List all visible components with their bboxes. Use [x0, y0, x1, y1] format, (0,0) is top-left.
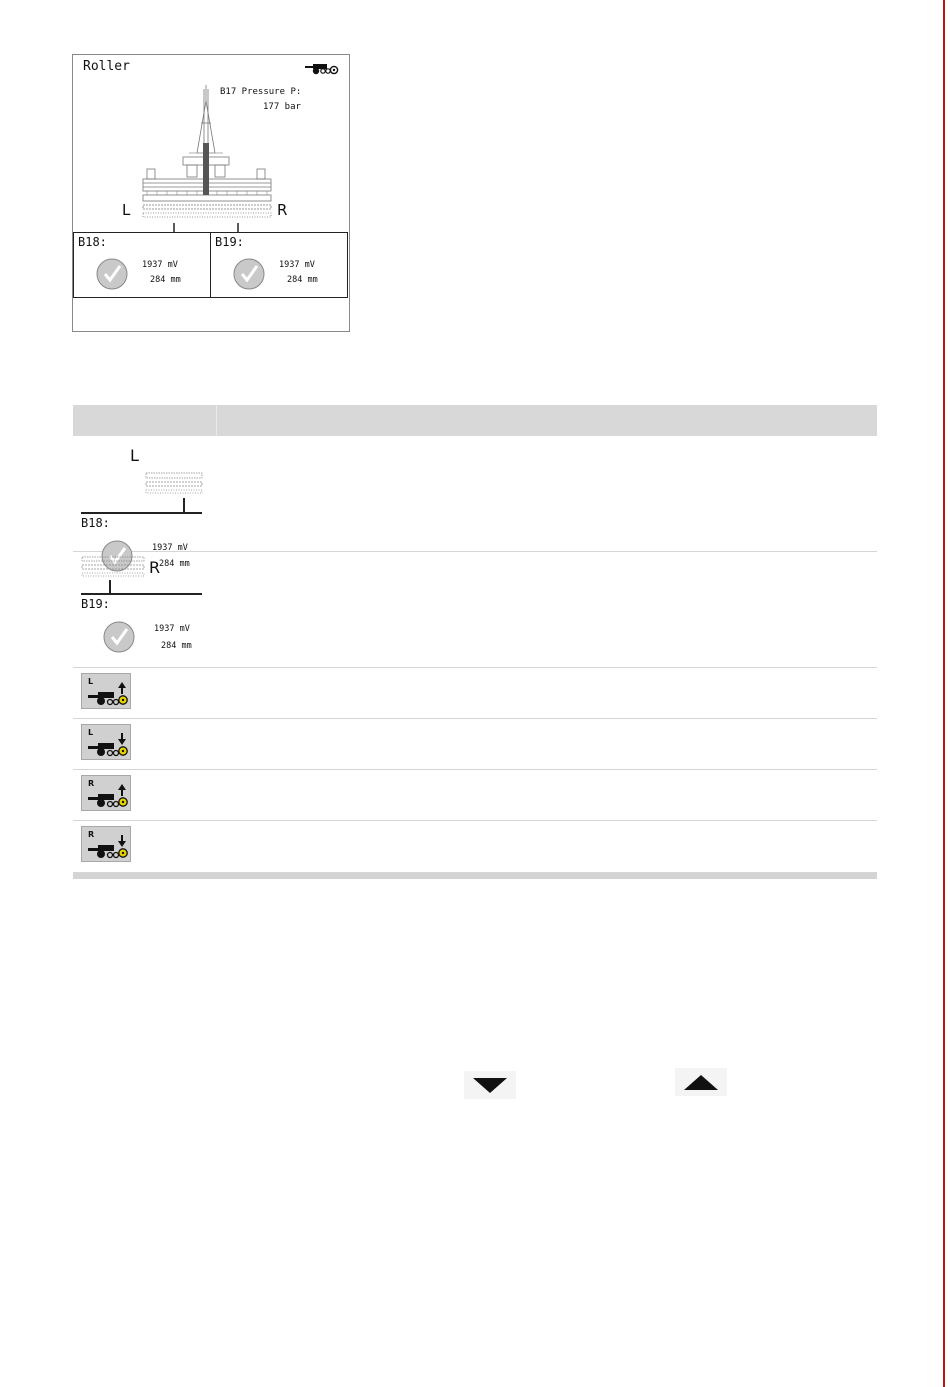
- table-row: [73, 436, 877, 569]
- sensor-label: B18:: [81, 516, 110, 530]
- screen-title: Roller: [83, 59, 130, 74]
- table-row: [73, 719, 877, 770]
- sensor-distance: 284 mm: [287, 275, 318, 285]
- lower-roller-graphic: [86, 833, 130, 861]
- check-icon: [96, 258, 128, 290]
- table-row: [73, 770, 877, 821]
- sensor-voltage: 1937 mV: [152, 543, 188, 553]
- header-cell-symbol: [73, 405, 216, 436]
- terminal-screen: [72, 54, 350, 332]
- roller-left-lower-icon: [81, 724, 131, 760]
- arrow-up-key[interactable]: [675, 1068, 727, 1096]
- pressure-value: 177 bar: [263, 102, 301, 112]
- check-icon: [103, 621, 135, 653]
- arrow-down-key[interactable]: [464, 1071, 516, 1099]
- right-sensor-symbol: [73, 552, 205, 667]
- table-header: [73, 405, 877, 436]
- divider-line: [81, 512, 202, 514]
- table-row: [73, 668, 877, 719]
- side-letter: R: [88, 779, 95, 788]
- table-row: [73, 821, 877, 873]
- side-letter: L: [88, 677, 94, 686]
- left-sensor-symbol: [73, 436, 205, 569]
- sensor-distance: 284 mm: [161, 641, 192, 651]
- sensor-label: B18:: [78, 235, 107, 249]
- sensor-tick: [183, 498, 185, 512]
- roller-machine-icon: [305, 61, 339, 75]
- check-icon: [233, 258, 265, 290]
- right-side-marker: R: [277, 201, 288, 219]
- page-edge-bar: [943, 0, 945, 1387]
- left-side-marker: L: [130, 446, 139, 465]
- side-letter: R: [88, 830, 95, 839]
- pressure-label: B17 Pressure P:: [220, 87, 302, 97]
- sensor-panel: [73, 232, 348, 298]
- table-row: [73, 552, 877, 668]
- sensor-voltage: 1937 mV: [154, 624, 190, 634]
- side-letter: L: [88, 728, 94, 737]
- roller-right-lower-icon: [81, 826, 131, 862]
- divider-line: [81, 593, 202, 595]
- sensor-voltage: 1937 mV: [279, 260, 315, 270]
- roller-section-drawing: [81, 556, 145, 580]
- roller-right-raise-icon: [81, 775, 131, 811]
- roller-section-drawing: [145, 472, 203, 498]
- raise-roller-graphic: [86, 782, 130, 810]
- sensor-distance: 284 mm: [150, 275, 181, 285]
- machine-top-view-drawing: [137, 83, 277, 235]
- symbol-table: [73, 405, 877, 879]
- left-side-marker: L: [122, 201, 131, 219]
- arrow-up-icon: [683, 1073, 719, 1091]
- sensor-tick: [109, 580, 111, 593]
- roller-left-raise-icon: [81, 673, 131, 709]
- sensor-distance: 284 mm: [159, 559, 190, 569]
- sensor-label: B19:: [81, 597, 110, 611]
- sensor-voltage: 1937 mV: [142, 260, 178, 270]
- header-cell-description: [216, 405, 877, 436]
- sensor-box-b19: [210, 233, 347, 297]
- arrow-down-icon: [472, 1076, 508, 1094]
- lower-roller-graphic: [86, 731, 130, 759]
- sensor-label: B19:: [215, 235, 244, 249]
- raise-roller-graphic: [86, 680, 130, 708]
- sensor-box-b18: [74, 233, 210, 297]
- table-footer: [73, 873, 877, 879]
- right-side-marker: R: [149, 558, 161, 577]
